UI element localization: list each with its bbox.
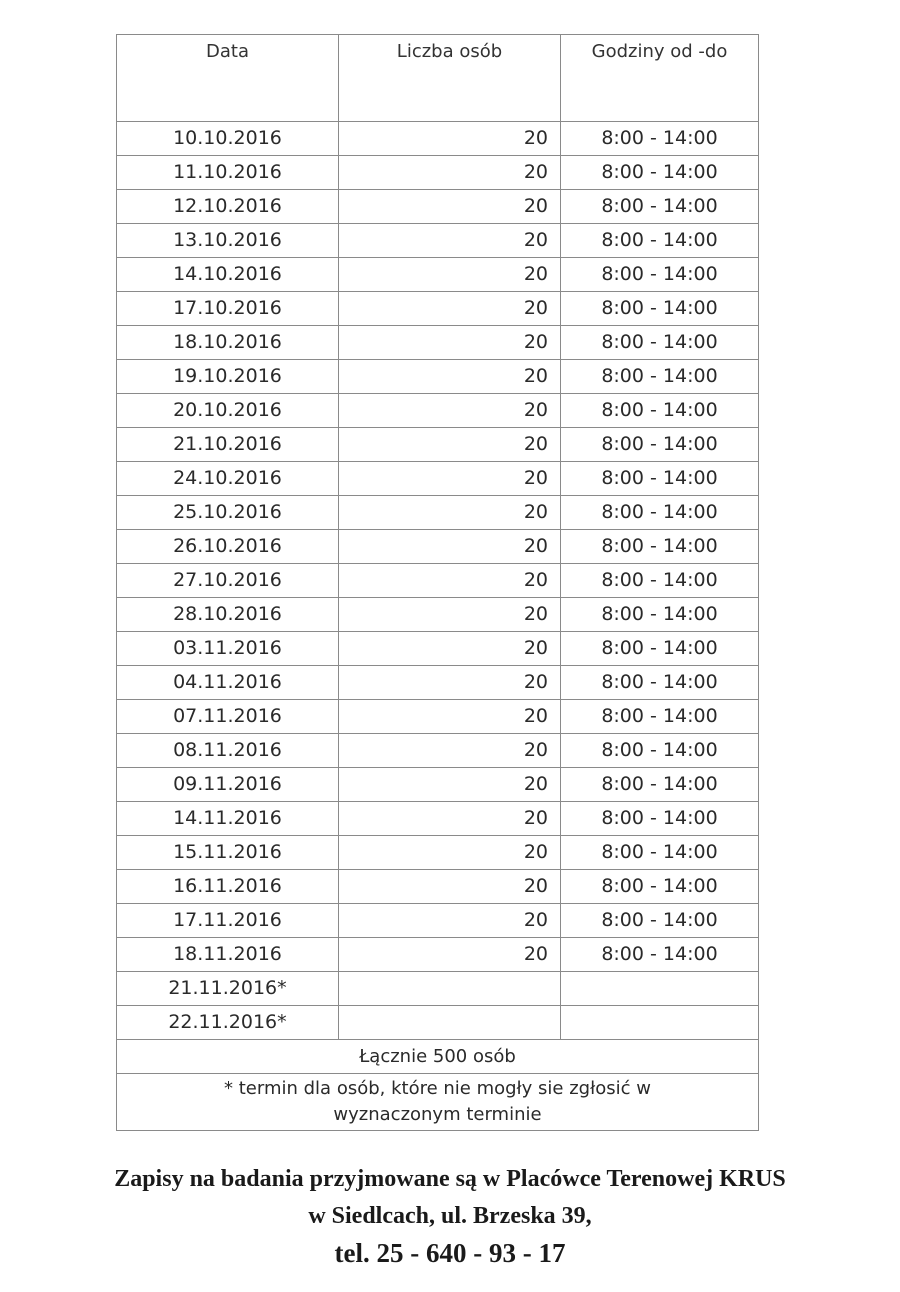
hours-cell [561,1006,759,1040]
count-cell: 20 [339,904,561,938]
date-cell: 09.11.2016 [117,768,339,802]
count-cell: 20 [339,632,561,666]
hours-cell: 8:00 - 14:00 [561,768,759,802]
hours-cell: 8:00 - 14:00 [561,938,759,972]
hours-cell: 8:00 - 14:00 [561,496,759,530]
hours-cell: 8:00 - 14:00 [561,122,759,156]
schedule-table [116,34,759,1131]
date-cell: 24.10.2016 [117,462,339,496]
table-row [117,258,759,292]
footer-line-2: w Siedlcach, ul. Brzeska 39, [308,1203,592,1229]
count-cell: 20 [339,428,561,462]
date-cell: 18.10.2016 [117,326,339,360]
table-row [117,666,759,700]
total-row [117,1040,759,1074]
count-cell: 20 [339,156,561,190]
count-cell: 20 [339,768,561,802]
date-cell: 03.11.2016 [117,632,339,666]
hours-cell: 8:00 - 14:00 [561,904,759,938]
date-cell: 17.10.2016 [117,292,339,326]
hours-cell: 8:00 - 14:00 [561,836,759,870]
count-cell: 20 [339,394,561,428]
table-row [117,496,759,530]
count-cell: 20 [339,598,561,632]
count-cell: 20 [339,700,561,734]
count-cell: 20 [339,190,561,224]
date-cell: 26.10.2016 [117,530,339,564]
count-cell: 20 [339,734,561,768]
table-row [117,360,759,394]
date-cell: 25.10.2016 [117,496,339,530]
date-cell: 18.11.2016 [117,938,339,972]
date-cell: 10.10.2016 [117,122,339,156]
date-cell: 14.11.2016 [117,802,339,836]
date-cell: 20.10.2016 [117,394,339,428]
hours-cell: 8:00 - 14:00 [561,802,759,836]
hours-cell: 8:00 - 14:00 [561,870,759,904]
date-cell: 27.10.2016 [117,564,339,598]
table-row [117,462,759,496]
table-row [117,564,759,598]
count-cell: 20 [339,564,561,598]
note-line-2: wyznaczonym terminie [333,1104,542,1125]
hours-cell: 8:00 - 14:00 [561,632,759,666]
hours-cell: 8:00 - 14:00 [561,258,759,292]
table-row [117,938,759,972]
date-cell: 13.10.2016 [117,224,339,258]
count-cell: 20 [339,802,561,836]
table-row [117,598,759,632]
count-cell: 20 [339,462,561,496]
count-cell: 20 [339,666,561,700]
table-row [117,224,759,258]
hours-cell: 8:00 - 14:00 [561,564,759,598]
header-date: Data [117,35,339,122]
hours-cell: 8:00 - 14:00 [561,462,759,496]
date-cell: 21.10.2016 [117,428,339,462]
date-cell: 04.11.2016 [117,666,339,700]
date-cell: 16.11.2016 [117,870,339,904]
table-row [117,156,759,190]
table-row [117,530,759,564]
table-row [117,972,759,1006]
header-count: Liczba osób [339,35,561,122]
count-cell: 20 [339,836,561,870]
table-row [117,122,759,156]
date-cell: 22.11.2016* [117,1006,339,1040]
hours-cell: 8:00 - 14:00 [561,360,759,394]
hours-cell: 8:00 - 14:00 [561,530,759,564]
table-row [117,870,759,904]
count-cell [339,972,561,1006]
date-cell: 14.10.2016 [117,258,339,292]
table-row [117,394,759,428]
hours-cell: 8:00 - 14:00 [561,700,759,734]
date-cell: 11.10.2016 [117,156,339,190]
table-row [117,734,759,768]
hours-cell: 8:00 - 14:00 [561,666,759,700]
count-cell: 20 [339,360,561,394]
table-row [117,292,759,326]
date-cell: 15.11.2016 [117,836,339,870]
footer-line-1: Zapisy na badania przyjmowane są w Placówce Terenowej KRUS [114,1166,786,1192]
hours-cell: 8:00 - 14:00 [561,190,759,224]
table-header-row [117,35,759,122]
count-cell: 20 [339,938,561,972]
hours-cell: 8:00 - 14:00 [561,156,759,190]
count-cell: 20 [339,258,561,292]
table-row [117,768,759,802]
hours-cell: 8:00 - 14:00 [561,292,759,326]
table-row [117,326,759,360]
count-cell: 20 [339,224,561,258]
date-cell: 19.10.2016 [117,360,339,394]
table-row [117,190,759,224]
date-cell: 28.10.2016 [117,598,339,632]
header-hours: Godziny od -do [561,35,759,122]
note-row [117,1074,759,1131]
note-cell [117,1074,759,1131]
footer-phone: tel. 25 - 640 - 93 - 17 [334,1238,566,1268]
count-cell: 20 [339,122,561,156]
table-row [117,428,759,462]
count-cell: 20 [339,292,561,326]
count-cell: 20 [339,496,561,530]
hours-cell: 8:00 - 14:00 [561,428,759,462]
count-cell: 20 [339,530,561,564]
table-row [117,632,759,666]
count-cell: 20 [339,326,561,360]
date-cell: 21.11.2016* [117,972,339,1006]
count-cell: 20 [339,870,561,904]
hours-cell: 8:00 - 14:00 [561,734,759,768]
table-row [117,836,759,870]
table-row [117,700,759,734]
hours-cell: 8:00 - 14:00 [561,598,759,632]
table-body [117,122,759,1040]
hours-cell: 8:00 - 14:00 [561,394,759,428]
table-row [117,904,759,938]
count-cell [339,1006,561,1040]
total-text: Łącznie 500 osób [117,1040,759,1074]
date-cell: 07.11.2016 [117,700,339,734]
hours-cell: 8:00 - 14:00 [561,224,759,258]
date-cell: 12.10.2016 [117,190,339,224]
note-line-1: * termin dla osób, które nie mogły sie zgłosić w [224,1078,651,1099]
date-cell: 08.11.2016 [117,734,339,768]
hours-cell [561,972,759,1006]
table-row [117,1006,759,1040]
table-row [117,802,759,836]
date-cell: 17.11.2016 [117,904,339,938]
hours-cell: 8:00 - 14:00 [561,326,759,360]
